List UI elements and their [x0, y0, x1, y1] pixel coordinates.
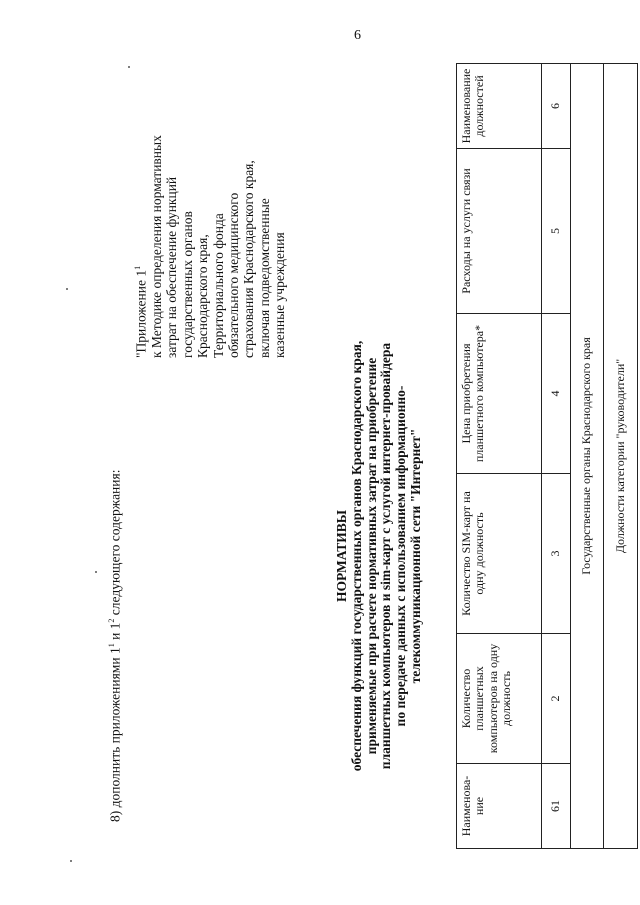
table-header-cell: Наименова-ние — [457, 764, 542, 849]
document-subtitle-line: по передаче данных с использованием информационно- — [393, 385, 409, 727]
document-subtitle-line: применяемые при расчете нормативных затрат на приобретение — [363, 357, 379, 755]
scan-speck — [70, 860, 72, 862]
table-cell: 3 — [542, 474, 571, 634]
addendum-line: Краснодарского края, — [195, 234, 211, 358]
document-subtitle-line: обеспечения функций государственных органов Краснодарского края, — [348, 340, 364, 772]
scan-speck — [128, 66, 130, 68]
document-title-block — [335, 276, 440, 836]
table-cell: 5 — [542, 149, 571, 314]
addendum-line: к Методике определения нормативных — [148, 135, 164, 358]
table-header-row — [457, 64, 542, 849]
scan-speck — [95, 571, 97, 573]
table-cell: 2 — [542, 634, 571, 764]
norms-table — [456, 63, 638, 849]
table-header-cell: Наименование должностей — [457, 64, 542, 149]
intro-paragraph — [102, 382, 126, 822]
scan-speck — [66, 288, 68, 290]
addendum-line: казенные учреждения — [272, 232, 288, 358]
intro-superscript-1: 1 — [107, 643, 116, 648]
addendum-line: страхования Краснодарского края, — [241, 160, 257, 358]
addendum-heading: "Приложение $1^1$ — [133, 265, 149, 358]
table-header-cell: Количество SIM-карт на одну должность — [457, 474, 542, 634]
table-row — [604, 64, 638, 849]
table-group-cell: Государственные органы Краснодарского края — [571, 64, 604, 849]
intro-text-start: 8) дополнить приложениями 1 — [107, 647, 123, 822]
page-number: 6 — [354, 28, 361, 43]
table-header-cell: Количество планшетных компьютеров на одну должность — [457, 634, 542, 764]
addendum-header — [130, 58, 300, 358]
addendum-line: затрат на обеспечение функций — [164, 176, 180, 358]
document-title: НОРМАТИВЫ — [334, 509, 349, 603]
table-cell: 61 — [542, 764, 571, 849]
document-subtitle-line: планшетных компьютеров и sim-карт с услугой интернет-провайдера — [378, 342, 394, 770]
table-cell: 6 — [542, 64, 571, 149]
table-row — [571, 64, 604, 849]
table-cell: 4 — [542, 314, 571, 474]
addendum-line: включая подведомственные — [256, 198, 272, 358]
intro-superscript-2: 2 — [107, 618, 116, 623]
table-header-cell: Цена приобретения планшетного компьютера* — [457, 314, 542, 474]
addendum-line: государственных органов — [179, 211, 195, 358]
addendum-line: Территориального фонда — [210, 213, 226, 358]
intro-text-end: следующего содержания: — [107, 469, 123, 619]
table-row — [542, 64, 571, 849]
addendum-line: обязательного медицинского — [225, 192, 241, 358]
table-category-cell: Должности категории "руководители" — [604, 64, 638, 849]
table-header-cell: Расходы на услуги связи — [457, 149, 542, 314]
document-subtitle-line: телекоммуникационной сети "Интернет" — [407, 428, 423, 684]
intro-text-middle: и 1 — [107, 622, 123, 644]
